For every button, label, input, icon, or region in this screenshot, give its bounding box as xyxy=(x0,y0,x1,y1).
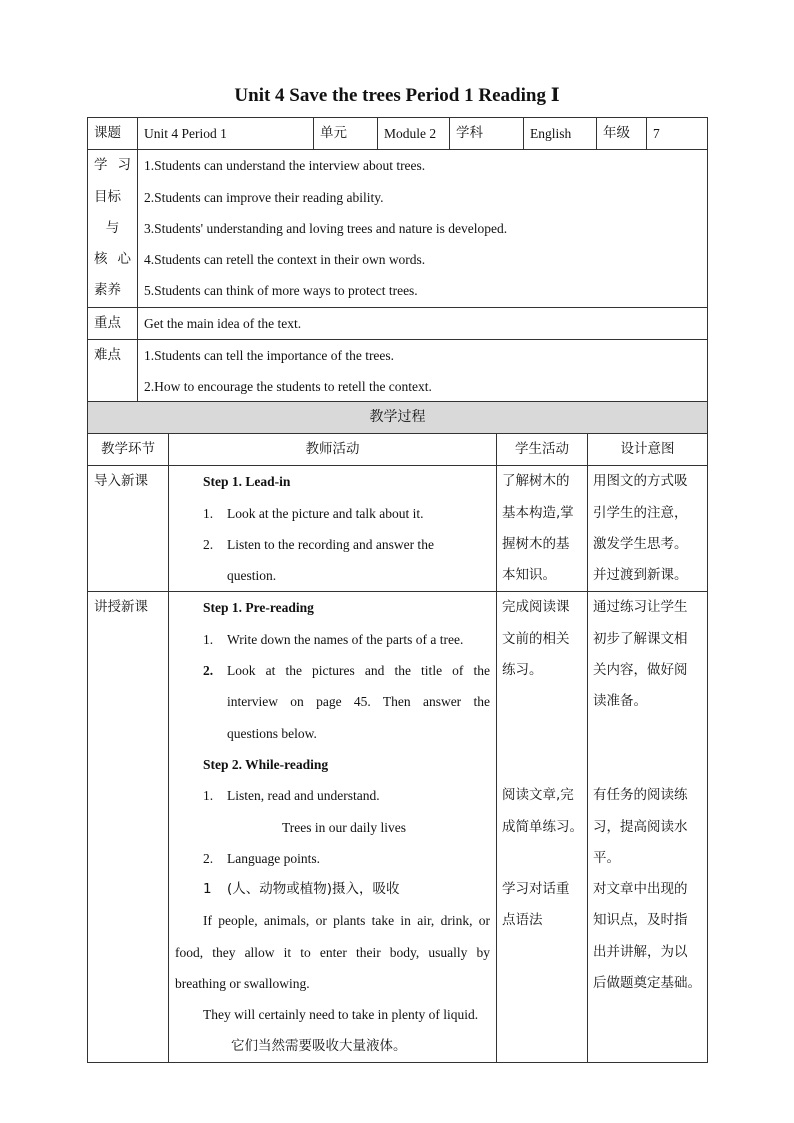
student-activity-teaching xyxy=(497,592,588,1062)
difficulty-label xyxy=(88,340,138,404)
intent-line: 用图文的方式吸 xyxy=(593,473,688,490)
subject-value: English xyxy=(524,118,597,150)
paragraph-line: breathing or swallowing. xyxy=(175,976,310,992)
item-number: 1. xyxy=(203,631,214,647)
student-line: 成简单练习。 xyxy=(502,818,583,835)
objectives-label-line: 学 习 xyxy=(94,157,131,174)
student-line: 文前的相关 xyxy=(502,630,570,647)
list-item xyxy=(169,780,496,811)
list-item xyxy=(169,624,496,655)
student-line: 点语法 xyxy=(502,912,543,929)
key-point-value: Get the main idea of the text. xyxy=(138,307,708,339)
difficulty-item: 2.How to encourage the students to retell the context. xyxy=(144,379,432,395)
topic-label: 课题 xyxy=(88,118,138,150)
list-item xyxy=(169,529,496,560)
stage-lead-in xyxy=(88,466,169,592)
column-header: 设计意图 xyxy=(588,434,708,466)
intent-line xyxy=(593,749,707,780)
grade-value: 7 xyxy=(647,118,708,150)
list-item xyxy=(169,843,496,874)
student-line: 阅读文章,完 xyxy=(502,787,574,804)
unit-value: Module 2 xyxy=(378,118,450,150)
teaching-process-table xyxy=(87,401,708,1063)
unit-label: 单元 xyxy=(314,118,378,150)
intent-line: 后做题奠定基础。 xyxy=(593,975,701,992)
item-text: Language points. xyxy=(227,850,320,866)
process-heading: 教学过程 xyxy=(88,402,708,434)
grade-label: 年级 xyxy=(597,118,647,150)
student-line xyxy=(502,718,587,749)
item-number: 2. xyxy=(203,663,214,679)
paragraph-line: food, they allow it to enter their body, usually by xyxy=(175,944,490,960)
intent-line xyxy=(593,718,707,749)
difficulty-item: 1.Students can tell the importance of the trees. xyxy=(144,348,395,364)
student-line xyxy=(502,749,587,780)
stage-label: 讲授新课 xyxy=(94,599,148,616)
column-header: 学生活动 xyxy=(497,434,588,466)
student-line xyxy=(502,686,587,717)
item-number: 1. xyxy=(203,505,214,521)
intent-line: 关内容，做好阅 xyxy=(593,662,688,679)
teacher-activity-lead-in xyxy=(169,466,497,592)
stage-label: 导入新课 xyxy=(94,473,148,490)
item-text: Listen to the recording and answer the xyxy=(227,536,434,552)
step-heading: Step 1. Pre-reading xyxy=(203,600,314,616)
student-line: 本知识。 xyxy=(502,567,556,584)
student-activity-lead-in xyxy=(497,466,588,592)
student-line: 基本构造,掌 xyxy=(502,504,574,521)
objective-item: 3.Students' understanding and loving trees and nature is developed. xyxy=(144,220,508,236)
objectives-label-line: 核 心 xyxy=(94,251,131,268)
student-line: 学习对话重 xyxy=(502,881,570,898)
language-point xyxy=(169,874,496,905)
difficulty-content xyxy=(138,340,708,404)
column-header: 教学环节 xyxy=(88,434,169,466)
item-number: 1 xyxy=(203,881,212,898)
intent-line: 读准备。 xyxy=(593,693,647,710)
intent-line: 引学生的注意， xyxy=(593,504,688,521)
step-heading: Step 1. Lead-in xyxy=(203,474,291,490)
list-item xyxy=(169,655,496,686)
objective-item: 1.Students can understand the interview about trees. xyxy=(144,158,426,174)
list-item-continuation: question. xyxy=(227,568,277,584)
example-chinese: 它们当然需要吸收大量液体。 xyxy=(231,1037,407,1054)
intent-line: 激发学生思考。 xyxy=(593,535,688,552)
student-line: 握树木的基 xyxy=(502,535,570,552)
stage-teaching xyxy=(88,592,169,1062)
item-text: Look at the pictures and the title of the xyxy=(227,663,490,679)
student-line: 了解树木的 xyxy=(502,473,570,490)
item-text: Look at the picture and talk about it. xyxy=(227,505,424,521)
objective-item: 2.Students can improve their reading ability. xyxy=(144,189,384,205)
intent-line: 知识点，及时指 xyxy=(593,912,688,929)
objectives-label-line: 目标 xyxy=(94,188,121,205)
item-number: 2. xyxy=(203,536,214,552)
item-text: Write down the names of the parts of a tree. xyxy=(227,631,464,647)
objectives-content xyxy=(138,150,708,307)
intent-line: 平。 xyxy=(593,849,620,866)
student-line: 完成阅读课 xyxy=(502,599,570,616)
subject-label: 学科 xyxy=(450,118,524,150)
item-text: (人、动物或植物)摄入，吸收 xyxy=(227,881,400,898)
student-line xyxy=(502,843,587,874)
intent-line: 初步了解课文相 xyxy=(593,630,688,647)
intent-line: 出并讲解，为以 xyxy=(593,943,688,960)
teacher-activity-teaching xyxy=(169,592,497,1062)
list-item-continuation: interview on page 45. Then answer the xyxy=(227,694,490,710)
lesson-info-table xyxy=(87,117,708,404)
column-header: 教师活动 xyxy=(169,434,497,466)
topic-value: Unit 4 Period 1 xyxy=(138,118,314,150)
student-line: 练习。 xyxy=(502,662,543,679)
design-intent-teaching xyxy=(588,592,708,1062)
intent-line: 习，提高阅读水 xyxy=(593,818,688,835)
intent-line: 对文章中出现的 xyxy=(593,881,688,898)
objectives-label-line: 与 xyxy=(105,219,120,236)
item-number: 2. xyxy=(203,850,214,866)
design-intent-lead-in xyxy=(588,466,708,592)
intent-line: 并过渡到新课。 xyxy=(593,567,688,584)
item-text: Listen, read and understand. xyxy=(227,788,380,804)
intent-line: 通过练习让学生 xyxy=(593,599,688,616)
objective-item: 5.Students can think of more ways to protect trees. xyxy=(144,283,418,299)
paragraph-line: If people, animals, or plants take in air, drink, or xyxy=(203,913,490,929)
item-number: 1. xyxy=(203,788,214,804)
text-subtitle: Trees in our daily lives xyxy=(282,819,406,835)
list-item xyxy=(169,498,496,529)
difficulty-label-text: 难点 xyxy=(94,347,121,364)
page-title: Unit 4 Save the trees Period 1 Reading Ⅰ xyxy=(234,85,560,106)
step-heading: Step 2. While-reading xyxy=(203,756,329,772)
intent-line: 有任务的阅读练 xyxy=(593,787,688,804)
objective-item: 4.Students can retell the context in their own words. xyxy=(144,252,426,268)
list-item-continuation: questions below. xyxy=(227,725,317,741)
objectives-label xyxy=(88,150,138,307)
example-english: They will certainly need to take in plenty of liquid. xyxy=(203,1007,479,1023)
objectives-label-line: 素养 xyxy=(94,282,121,299)
key-point-label: 重点 xyxy=(88,307,138,339)
